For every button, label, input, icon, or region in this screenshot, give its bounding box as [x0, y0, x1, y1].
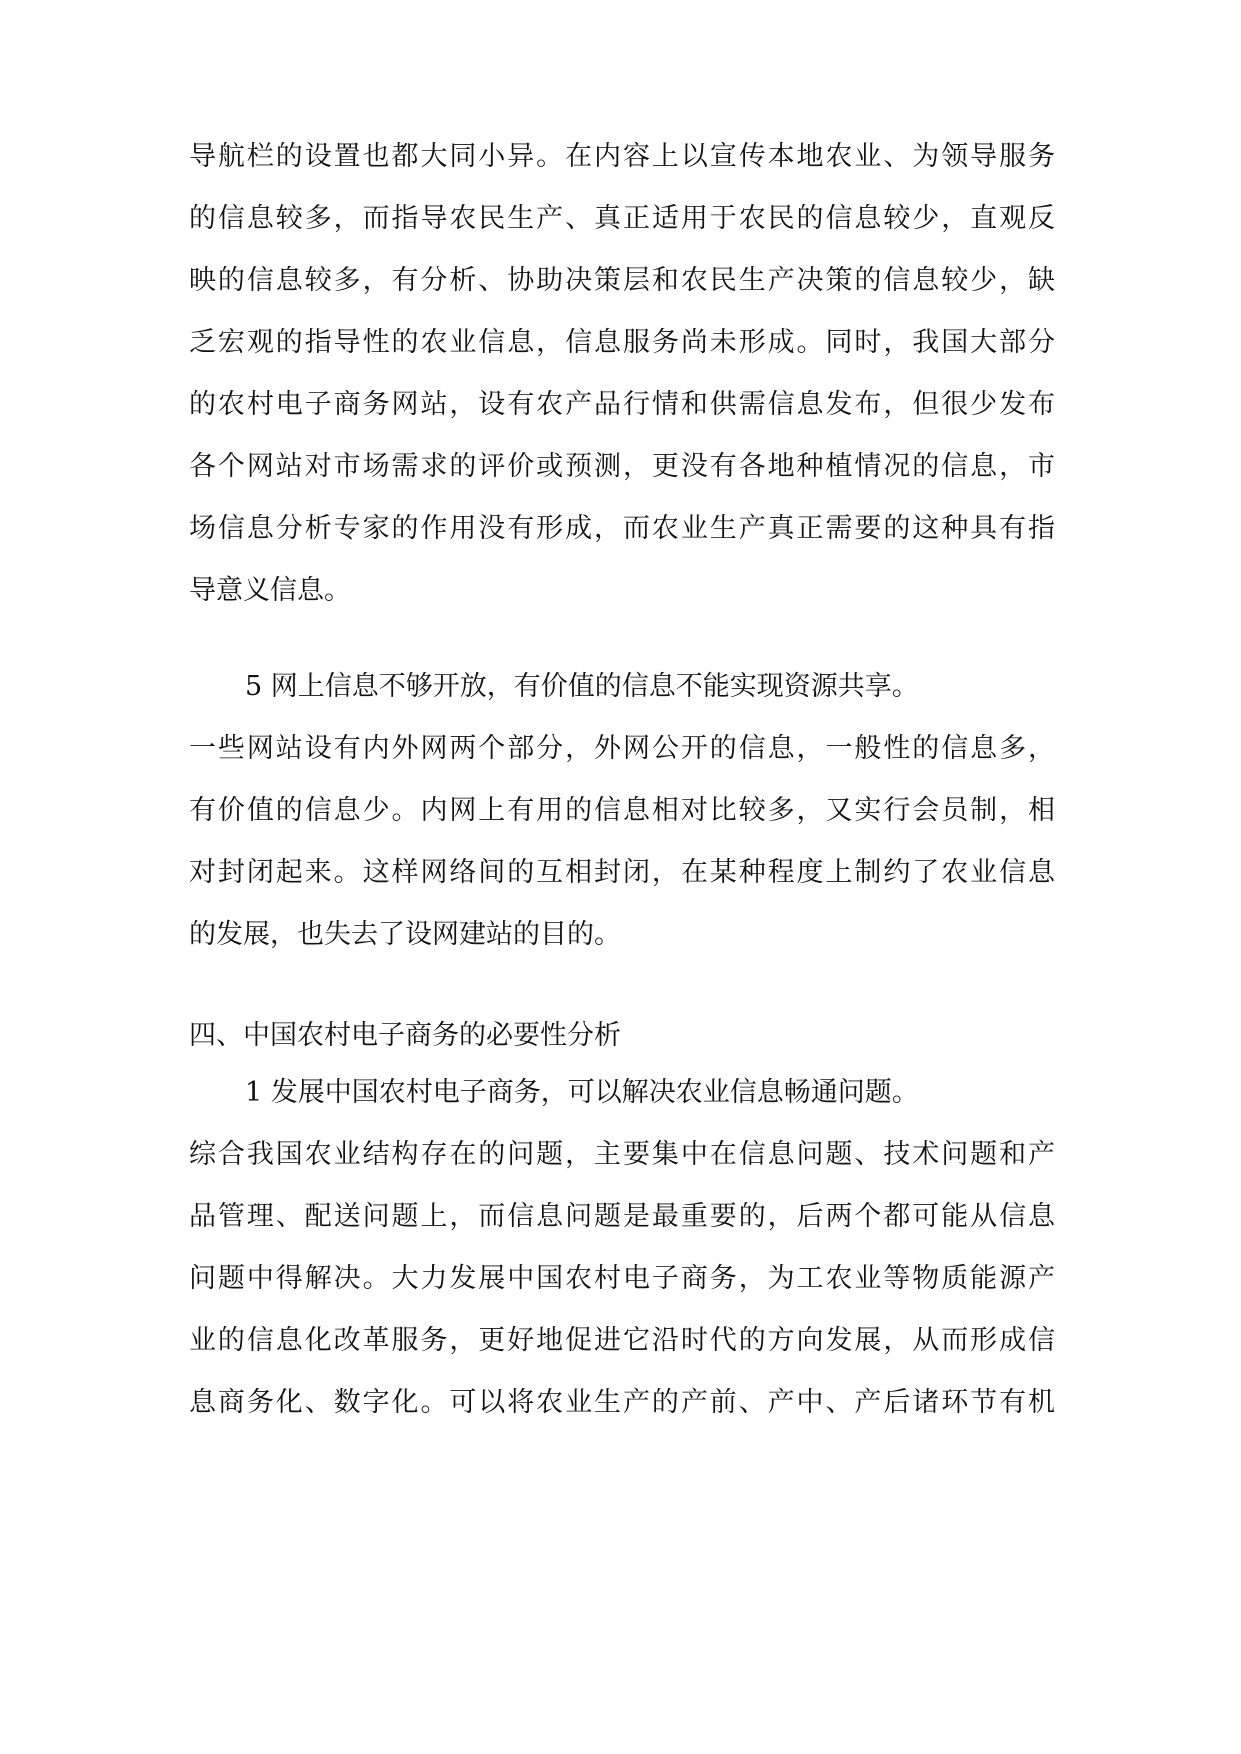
section-5 — [189, 656, 1055, 966]
text-line: 有价值的信息少。内网上有用的信息相对比较多，又实行会员制，相 — [189, 795, 1055, 826]
section-4 — [189, 1005, 1055, 1067]
text-line: 业的信息化改革服务，更好地促进它沿时代的方向发展，从而形成信 — [189, 1325, 1055, 1356]
text-line: 问题中得解决。大力发展中国农村电子商务，为工农业等物质能源产 — [189, 1263, 1055, 1294]
section-5-heading: 5 网上信息不够开放，有价值的信息不能实现资源共享。 — [245, 671, 919, 702]
text-line: 导意义信息。 — [189, 575, 351, 606]
text-line: 场信息分析专家的作用没有形成，而农业生产真正需要的这种具有指 — [189, 513, 1055, 544]
text-line: 一些网站设有内外网两个部分，外网公开的信息，一般性的信息多， — [189, 733, 1055, 764]
text-line: 的信息较多，而指导农民生产、真正适用于农民的信息较少，直观反 — [189, 203, 1055, 234]
text-line: 映的信息较多，有分析、协助决策层和农民生产决策的信息较少，缺 — [189, 265, 1055, 296]
text-line: 的发展，也失去了设网建站的目的。 — [189, 919, 621, 950]
text-line: 品管理、配送问题上，而信息问题是最重要的，后两个都可能从信息 — [189, 1201, 1055, 1232]
text-line: 的农村电子商务网站，设有农产品行情和供需信息发布，但很少发布 — [189, 389, 1055, 420]
text-line: 息商务化、数字化。可以将农业生产的产前、产中、产后诸环节有机 — [189, 1387, 1055, 1418]
text-line: 各个网站对市场需求的评价或预测，更没有各地种植情况的信息，市 — [189, 451, 1055, 482]
text-line: 乏宏观的指导性的农业信息，信息服务尚未形成。同时，我国大部分 — [189, 327, 1055, 358]
text-line: 综合我国农业结构存在的问题，主要集中在信息问题、技术问题和产 — [189, 1139, 1055, 1170]
text-line: 对封闭起来。这样网络间的互相封闭，在某种程度上制约了农业信息 — [189, 857, 1055, 888]
paragraph-info-quality — [189, 126, 1055, 622]
section-4-body — [189, 1062, 1055, 1434]
section-4-subheading: 1 发展中国农村电子商务，可以解决农业信息畅通问题。 — [245, 1077, 919, 1108]
text-line: 导航栏的设置也都大同小异。在内容上以宣传本地农业、为领导服务 — [189, 141, 1055, 172]
section-4-title: 四、中国农村电子商务的必要性分析 — [189, 1020, 621, 1051]
